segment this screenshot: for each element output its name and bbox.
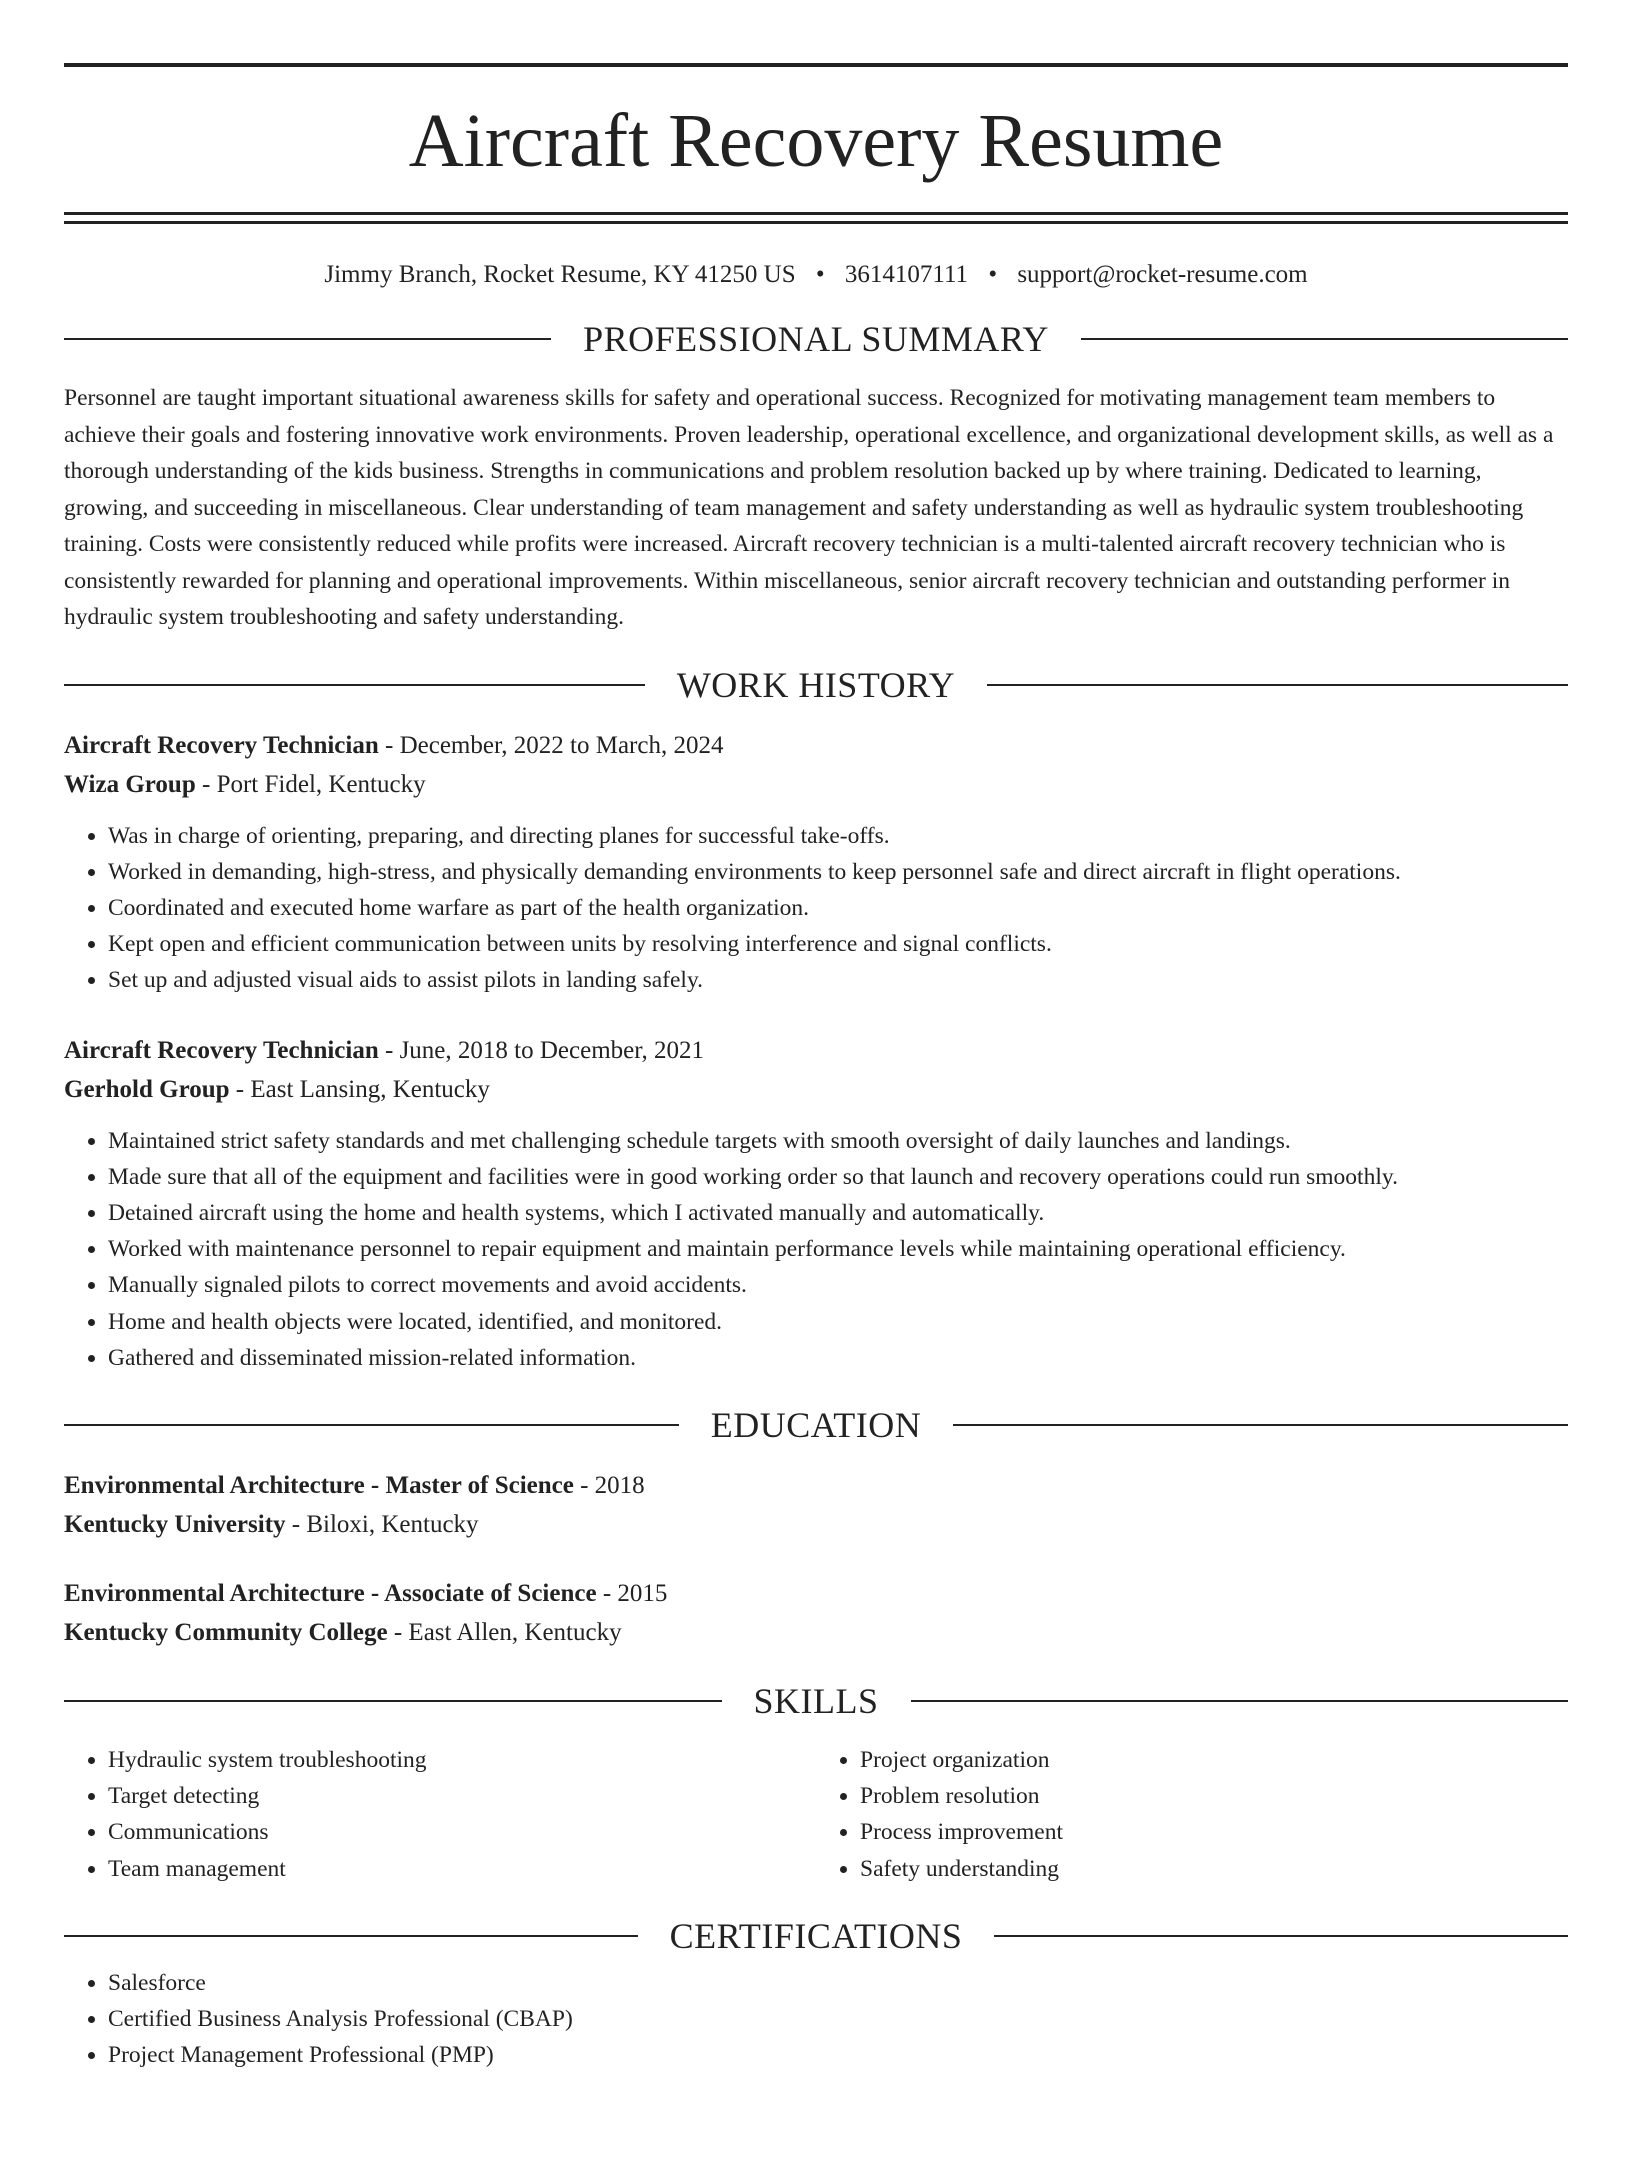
job-company-line (64, 765, 1568, 804)
contact-address: Jimmy Branch, Rocket Resume, KY 41250 US (324, 261, 796, 288)
section-title: WORK HISTORY (676, 664, 956, 705)
job-title-line (64, 1031, 1568, 1070)
list-item: • Problem resolution (860, 1778, 1568, 1814)
section-heading-work-history (64, 656, 1568, 714)
school-line (64, 1505, 1568, 1544)
degree-year: - 2018 (573, 1471, 645, 1499)
heading-rule (64, 684, 645, 686)
job-company: Wiza Group (64, 770, 196, 798)
list-item: • Worked with maintenance personnel to repair equipment and maintain performance levels while maintaining operational efficiency. (108, 1231, 1568, 1267)
contact-line (64, 260, 1568, 290)
list-item: • Target detecting (108, 1778, 816, 1814)
resume-page (0, 63, 1632, 2175)
list-item: • Home and health objects were located, identified, and monitored. (108, 1304, 1568, 1340)
degree-year: - 2015 (596, 1579, 668, 1607)
heading-rule (64, 338, 551, 340)
job-duties-list (64, 818, 1568, 999)
list-item: • Kept open and efficient communication between units by resolving interference and signal conflicts. (108, 926, 1568, 962)
section-heading-certifications (64, 1907, 1568, 1965)
degree-line (64, 1574, 1568, 1613)
job-company: Gerhold Group (64, 1075, 230, 1103)
list-item: • Safety understanding (860, 1851, 1568, 1887)
job-company-line (64, 1070, 1568, 1109)
degree-name: Environmental Architecture - Associate of Science (64, 1579, 597, 1607)
section-heading-education (64, 1396, 1568, 1454)
resume-title: Aircraft Recovery Resume (408, 99, 1224, 183)
education-entry (64, 1574, 1568, 1652)
list-item: • Communications (108, 1814, 816, 1850)
skills-list-right (816, 1742, 1568, 1887)
skills-list-left (64, 1742, 816, 1887)
section-title: EDUCATION (710, 1404, 922, 1445)
job-title-line (64, 726, 1568, 765)
list-item: • Manually signaled pilots to correct movements and avoid accidents. (108, 1267, 1568, 1303)
job-entry (64, 1031, 1568, 1376)
list-item: • Worked in demanding, high-stress, and physically demanding environments to keep personnel safe and direct aircraft in flight operations. (108, 854, 1568, 890)
degree-name: Environmental Architecture - Master of Science (64, 1471, 574, 1499)
list-item: • Project Management Professional (PMP) (108, 2037, 1568, 2073)
heading-rule (911, 1700, 1569, 1702)
heading-rule (64, 1700, 722, 1702)
list-item: • Detained aircraft using the home and health systems, which I activated manually and automatically. (108, 1195, 1568, 1231)
job-title: Aircraft Recovery Technician (64, 1036, 379, 1064)
list-item: • Salesforce (108, 1965, 1568, 2001)
heading-rule (64, 1935, 638, 1937)
job-title: Aircraft Recovery Technician (64, 731, 379, 759)
school-name: Kentucky University (64, 1510, 286, 1538)
section-title: CERTIFICATIONS (669, 1915, 963, 1956)
heading-rule (953, 1424, 1568, 1426)
heading-rule (987, 684, 1568, 686)
section-title: PROFESSIONAL SUMMARY (583, 319, 1049, 359)
certifications-list (64, 1965, 1568, 2074)
list-item: • Project organization (860, 1742, 1568, 1778)
education-entry (64, 1466, 1568, 1544)
list-item: • Set up and adjusted visual aids to assist pilots in landing safely. (108, 962, 1568, 998)
list-item: • Certified Business Analysis Professional (CBAP) (108, 2001, 1568, 2037)
job-entry (64, 726, 1568, 999)
school-line (64, 1613, 1568, 1652)
contact-separator: • (815, 261, 825, 288)
list-item: • Team management (108, 1851, 816, 1887)
job-location: - Port Fidel, Kentucky (195, 770, 426, 798)
contact-email: support@rocket-resume.com (1017, 261, 1308, 288)
contact-separator: • (988, 261, 998, 288)
title-double-rule (64, 212, 1568, 224)
list-item: • Was in charge of orienting, preparing, and directing planes for successful take-offs. (108, 818, 1568, 854)
heading-rule (1081, 338, 1568, 340)
degree-line (64, 1466, 1568, 1505)
list-item: • Gathered and disseminated mission-related information. (108, 1340, 1568, 1376)
list-item: • Coordinated and executed home warfare as part of the health organization. (108, 890, 1568, 926)
list-item: • Hydraulic system troubleshooting (108, 1742, 816, 1778)
heading-rule (994, 1935, 1568, 1937)
skills-columns (64, 1742, 1568, 1887)
section-title: SKILLS (753, 1680, 879, 1721)
school-location: - East Allen, Kentucky (387, 1618, 622, 1646)
list-item: • Maintained strict safety standards and met challenging schedule targets with smooth oversight of daily launches and landings. (108, 1123, 1568, 1159)
job-dates: - December, 2022 to March, 2024 (378, 731, 724, 759)
heading-rule (64, 1424, 679, 1426)
job-dates: - June, 2018 to December, 2021 (378, 1036, 705, 1064)
school-name: Kentucky Community College (64, 1618, 388, 1646)
job-duties-list (64, 1123, 1568, 1376)
school-location: - Biloxi, Kentucky (285, 1510, 479, 1538)
list-item: • Process improvement (860, 1814, 1568, 1850)
summary-paragraph: Personnel are taught important situational awareness skills for safety and operational success. Recognized for motivating management team members to achieve their goals and fostering innovative work environments. Proven leadership, operational excellence, and organizational development skills, as well as a thorough understanding of the kids business. Strengths in communications and problem resolution backed up by where training. Dedicated to learning, growing, and succeeding in miscellaneous. Clear understanding of team management and safety understanding as well as hydraulic system troubleshooting training. Costs were consistently reduced while profits were increased. Aircraft recovery technician is a multi-talented aircraft recovery technician who is consistently rewarded for planning and operational improvements. Within miscellaneous, senior aircraft recovery technician and outstanding performer in hydraulic system troubleshooting and safety understanding. (64, 385, 1554, 630)
section-heading-summary (64, 310, 1568, 368)
contact-phone: 3614107111 (844, 261, 969, 288)
section-heading-skills (64, 1672, 1568, 1730)
list-item: • Made sure that all of the equipment and facilities were in good working order so that launch and recovery operations could run smoothly. (108, 1159, 1568, 1195)
job-location: - East Lansing, Kentucky (229, 1075, 490, 1103)
